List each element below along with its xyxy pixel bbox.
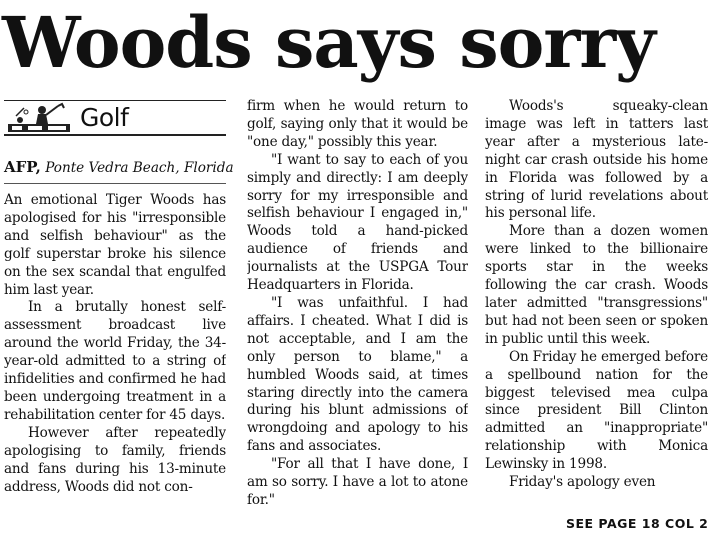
article-paragraph: "For all that I have done, I am so sorry. I have a lot to atone for."	[247, 456, 468, 508]
article-column-2	[247, 98, 468, 528]
byline-place: Ponte Vedra Beach, Florida	[45, 160, 234, 176]
byline-agency: AFP,	[4, 158, 41, 176]
section-rule-bottom	[4, 134, 226, 136]
section-header	[4, 98, 226, 140]
article-paragraph: An emotional Tiger Woods has apologised for his "irresponsible and selfish behaviour" as the golf superstar broke his silence on the sex scandal that engulfed him last year.	[4, 192, 226, 298]
article-paragraph: However after repeatedly apologising to family, friends and fans during his 13-minute address, Woods did not con-	[4, 424, 226, 495]
article-paragraph: Woods's squeaky-clean image was left in tatters last year after a mysterious late-night car crash outside his home in Florida was followed by a string of lurid revelations about his personal life.	[485, 98, 708, 222]
article-paragraph: "I was unfaithful. I had affairs. I cheated. What I did is not acceptable, and I am the only person to blame," a humbled Woods said, at times staring directly into the camera during his blunt admissions of wrongdoing and apology to his fans and associates.	[247, 294, 468, 455]
headline: Woods says sorry	[2, 1, 655, 84]
article-paragraph: On Friday he emerged before a spellbound nation for the biggest televised mea culpa since president Bill Clinton admitted an "inappropriate" relationship with Monica Lewinsky in 1998.	[485, 348, 708, 473]
section-label: Golf	[80, 103, 129, 132]
byline	[4, 156, 234, 178]
continuation-jump-line[interactable]: SEE PAGE 18 COL 2	[566, 516, 709, 531]
byline-rule	[4, 183, 226, 184]
golfer-icon	[6, 102, 72, 134]
article-paragraph: firm when he would return to golf, saying only that it would be "one day," possibly this year.	[247, 98, 468, 150]
article-paragraph: Friday's apology even	[509, 474, 656, 491]
article-paragraph: More than a dozen women were linked to the billionaire sports star in the weeks following the car crash. Woods later admitted "transgressions" but had not been seen or spoken in public until this week.	[485, 223, 708, 347]
article-column-1	[4, 192, 226, 532]
article-column-3	[485, 98, 708, 528]
article-paragraph: In a brutally honest self-assessment broadcast live around the world Friday, the 34-year-old admitted to a string of infidelities and confirmed he had been undergoing treatment in a rehabilitation center for 45 days.	[4, 299, 226, 423]
article-paragraph: "I want to say to each of you simply and directly: I am deeply sorry for my irresponsible and selfish behaviour I engaged in," Woods told a hand-picked audience of friends and journalists at the USPGA Tour Headquarters in Florida.	[247, 151, 468, 294]
section-rule-top	[4, 100, 226, 101]
